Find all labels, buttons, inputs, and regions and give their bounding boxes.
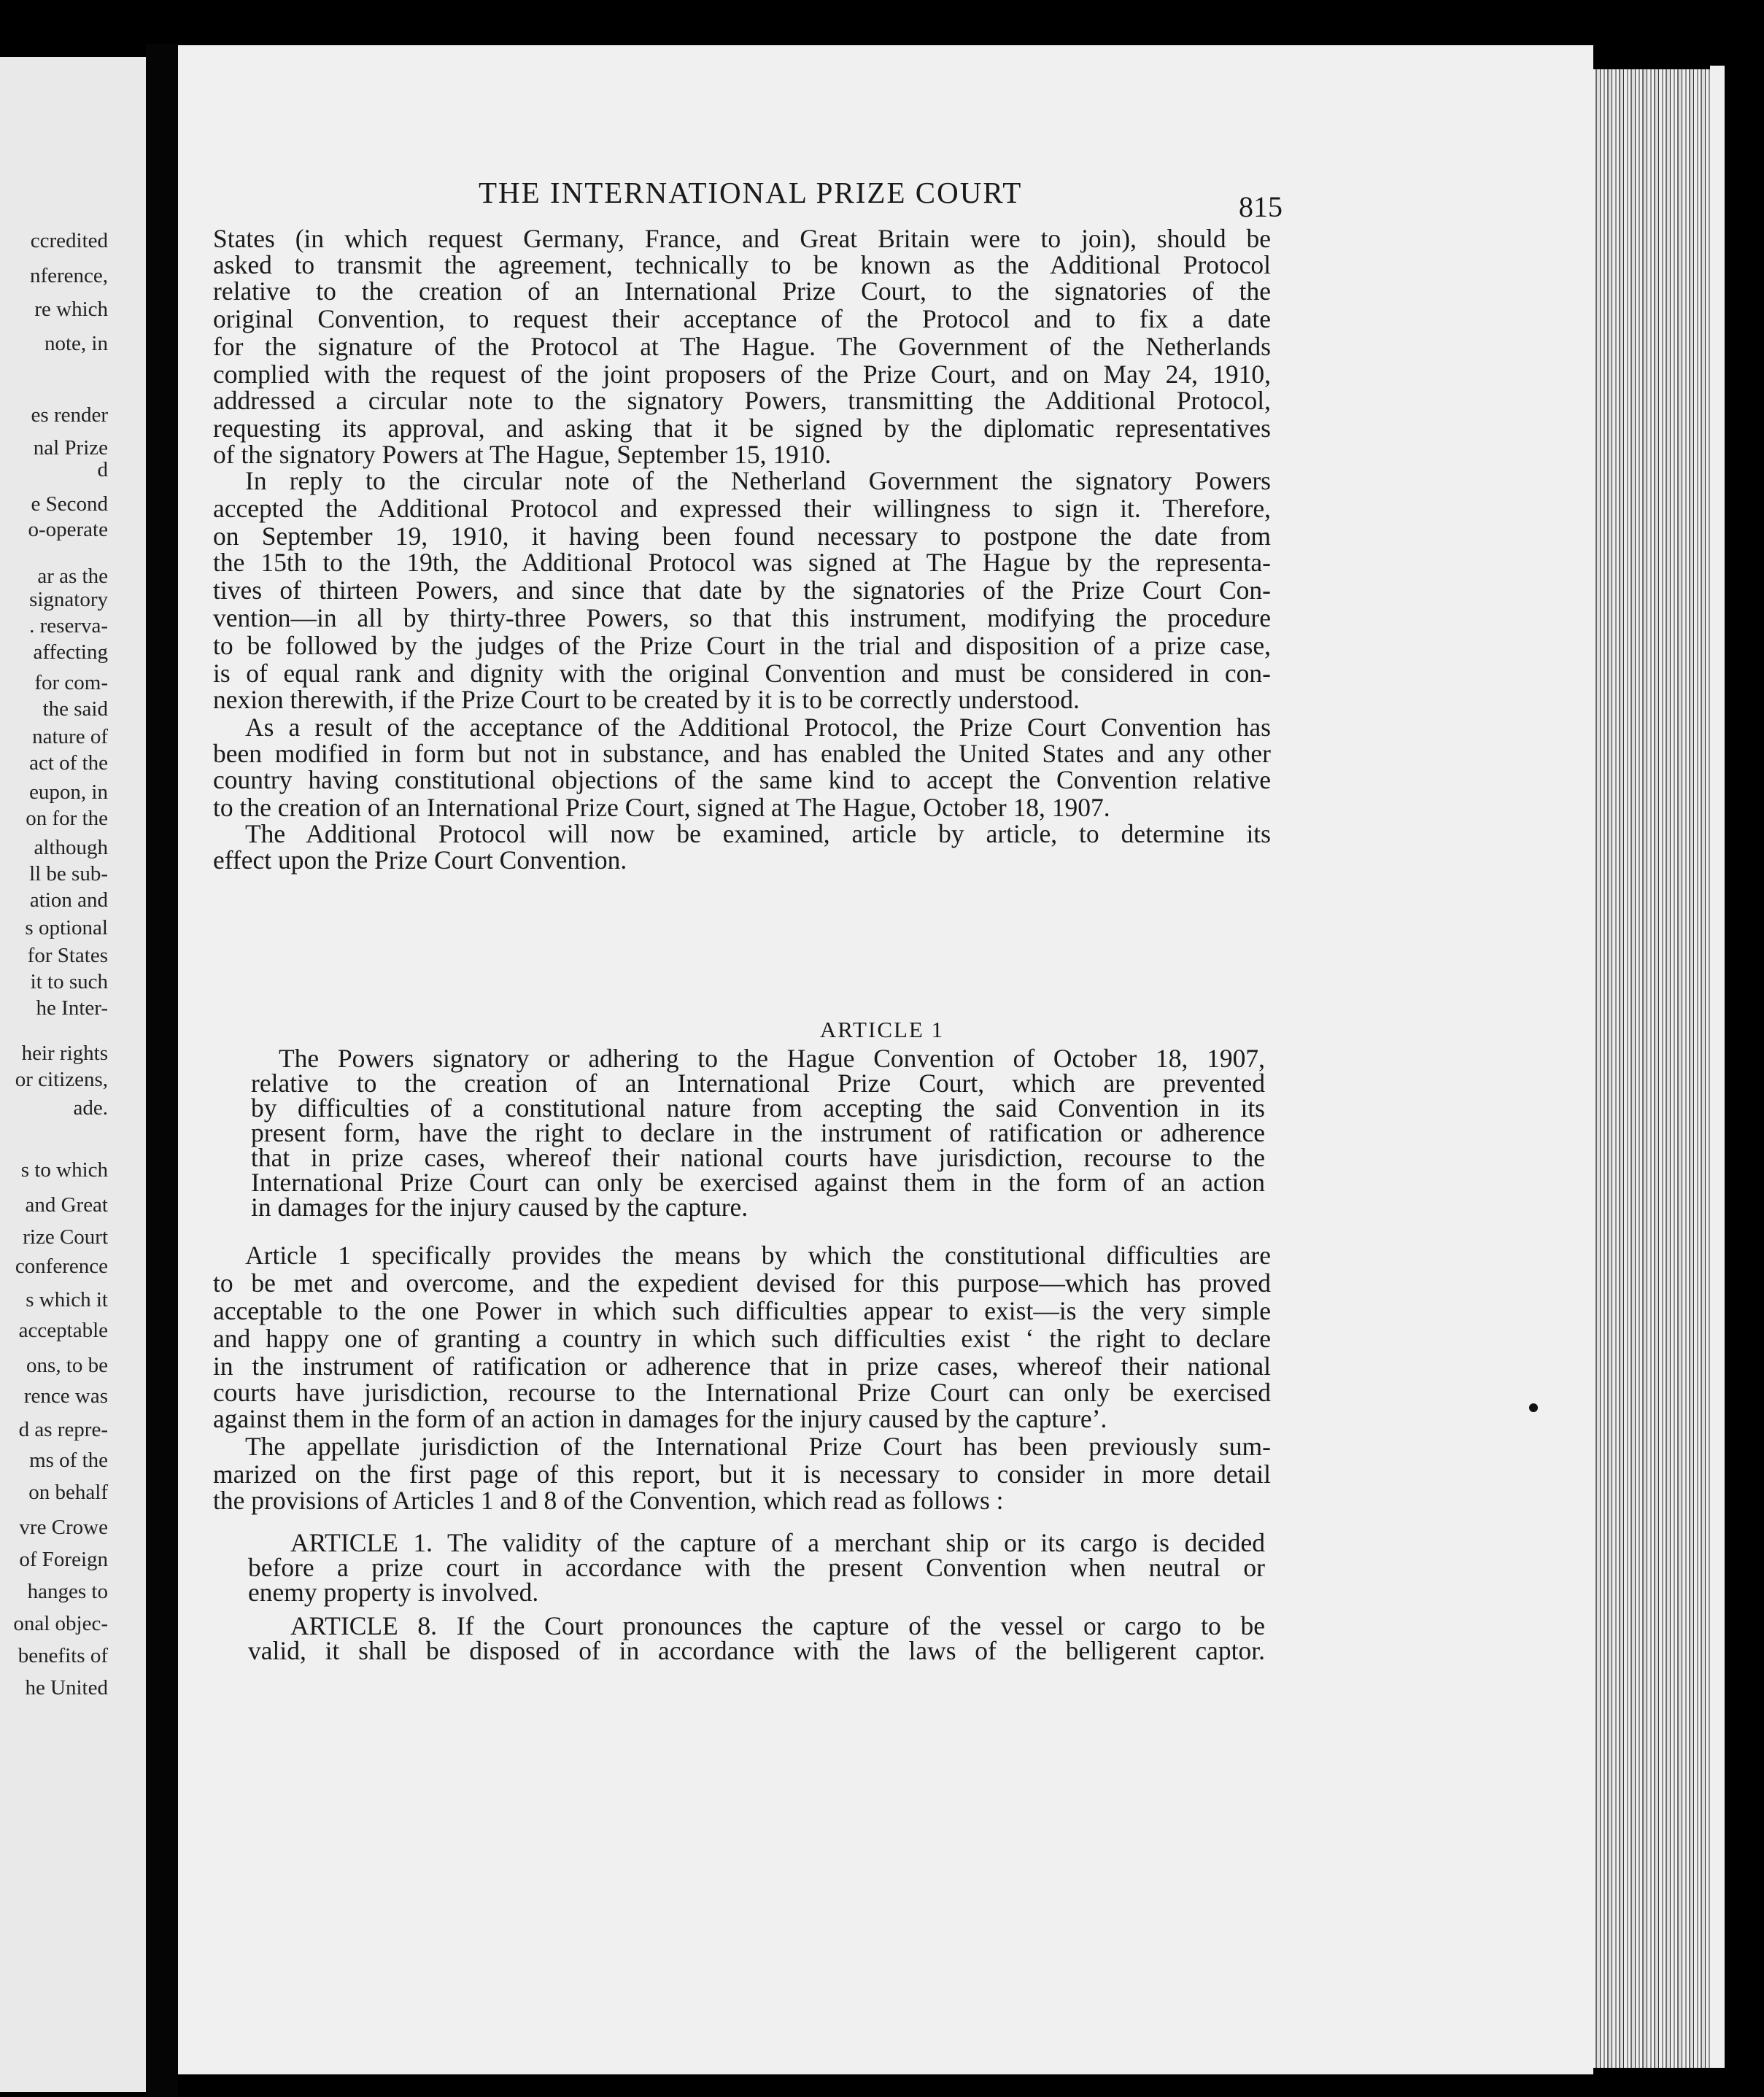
running-head: THE INTERNATIONAL PRIZE COURT xyxy=(479,176,1023,209)
left-page-fragment: re which xyxy=(34,298,108,321)
left-page-fragment: on for the xyxy=(26,807,108,830)
text-line: valid, it shall be disposed of in accordance with the laws of the belligerent captor. xyxy=(248,1636,1265,1665)
text-line: of the signatory Powers at The Hague, September 15, 1910. xyxy=(213,440,832,469)
left-page-fragment: benefits of xyxy=(18,1644,108,1667)
text-line: ARTICLE 1. The validity of the capture of a merchant ship or its cargo is decided xyxy=(290,1528,1265,1557)
edge-ink-mark xyxy=(1529,1403,1538,1412)
left-page-fragment: es render xyxy=(31,403,108,427)
text-line: The Powers signatory or adhering to the Hague Convention of October 18, 1907, xyxy=(279,1044,1265,1073)
left-page-fragment: onal objec- xyxy=(13,1612,108,1635)
left-page-fragment: although xyxy=(34,836,108,859)
text-line: for the signature of the Protocol at The Hague. The Government of the Netherlands xyxy=(213,332,1271,361)
left-page-fragment: affecting xyxy=(33,640,108,664)
text-line: accepted the Additional Protocol and expressed their willingness to sign it. Therefore, xyxy=(213,494,1271,523)
left-page-fragment: ade. xyxy=(73,1096,108,1120)
text-line: States (in which request Germany, France, and Great Britain were to join), should be xyxy=(213,224,1271,253)
text-line: nexion therewith, if the Prize Court to be created by it is to be correctly understood. xyxy=(213,685,1080,714)
page-edge-stack xyxy=(1593,69,1710,2068)
text-line: country having constitutional objections of the same kind to accept the Convention relative xyxy=(213,765,1271,794)
text-line: addressed a circular note to the signatory Powers, transmitting the Additional Protocol, xyxy=(213,386,1271,415)
page-number: 815 xyxy=(1239,190,1283,223)
left-page-fragment: s to which xyxy=(20,1158,108,1182)
text-line: enemy property is involved. xyxy=(248,1578,539,1607)
left-page-fragment: he Inter- xyxy=(36,996,108,1020)
left-page-fragment: nference, xyxy=(29,264,108,287)
text-line: on September 19, 1910, it having been found necessary to postpone the date from xyxy=(213,522,1271,551)
left-page-fragment: of Foreign xyxy=(19,1548,108,1571)
text-line: been modified in form but not in substance, and has enabled the United States and any other xyxy=(213,739,1271,768)
left-page-fragment: . reserva- xyxy=(29,614,108,637)
text-line: in damages for the injury caused by the capture. xyxy=(251,1193,748,1222)
text-line: relative to the creation of an International Prize Court, which are prevented xyxy=(251,1069,1265,1098)
left-page-fragment: conference xyxy=(15,1255,108,1278)
text-line: is of equal rank and dignity with the original Convention and must be considered in con- xyxy=(213,659,1271,688)
left-page-fragment: d as repre- xyxy=(18,1418,108,1441)
left-page-fragment: ccredited xyxy=(30,229,108,252)
text-line: requesting its approval, and asking that it be signed by the diplomatic representatives xyxy=(213,414,1271,443)
left-page-fragment: d xyxy=(97,458,108,481)
left-page-fragment: eupon, in xyxy=(29,780,108,804)
text-line: complied with the request of the joint proposers of the Prize Court, and on May 24, 1910, xyxy=(213,360,1271,389)
text-line: tives of thirteen Powers, and since that date by the signatories of the Prize Court Con- xyxy=(213,575,1271,605)
left-page-fragment: the said xyxy=(42,697,108,721)
left-page-fragment: for States xyxy=(27,944,108,967)
text-line: relative to the creation of an International Prize Court, to the signatories of the xyxy=(213,276,1271,306)
left-page-fragment: act of the xyxy=(29,751,108,775)
left-page-fragment: vre Crowe xyxy=(19,1516,108,1539)
text-line: and happy one of granting a country in which such difficulties exist ‘ the right to declare xyxy=(213,1324,1271,1353)
left-page-fragment: or citizens, xyxy=(15,1068,108,1091)
text-line: ARTICLE 8. If the Court pronounces the capture of the vessel or cargo to be xyxy=(290,1611,1265,1640)
left-page-fragment: acceptable xyxy=(18,1319,108,1342)
left-page-fragment: it to such xyxy=(30,970,108,993)
left-page-fragment: heir rights xyxy=(21,1042,108,1065)
text-line: present form, have the right to declare in the instrument of ratification or adherence xyxy=(251,1118,1265,1147)
text-line: As a result of the acceptance of the Additional Protocol, the Prize Court Convention has xyxy=(245,713,1271,742)
left-page-fragment: signatory xyxy=(29,588,108,611)
left-page-fragment: s which it xyxy=(26,1288,108,1311)
left-page-fragment: and Great xyxy=(25,1193,108,1217)
left-page-fragment: ar as the xyxy=(37,565,108,588)
text-line: to be met and overcome, and the expedient devised for this purpose—which has proved xyxy=(213,1268,1271,1298)
text-line: courts have jurisdiction, recourse to the International Prize Court can only be exercised xyxy=(213,1378,1271,1407)
text-line: marized on the first page of this report, but it is necessary to consider in more detail xyxy=(213,1460,1271,1489)
left-page-fragment: ation and xyxy=(29,888,108,912)
text-line: in the instrument of ratification or adherence that in prize cases, whereof their national xyxy=(213,1352,1271,1381)
left-page-fragment: ms of the xyxy=(29,1449,108,1472)
text-line: the provisions of Articles 1 and 8 of the Convention, which read as follows : xyxy=(213,1486,1004,1515)
left-page-fragment: ons, to be xyxy=(26,1354,108,1377)
text-line: effect upon the Prize Court Convention. xyxy=(213,845,627,875)
left-page-fragment: ll be sub- xyxy=(29,862,108,885)
left-page-fragment: e Second xyxy=(31,492,108,516)
text-line: original Convention, to request their acceptance of the Protocol and to fix a date xyxy=(213,304,1271,333)
text-line: In reply to the circular note of the Netherland Government the signatory Powers xyxy=(245,466,1271,495)
left-page-fragment: rize Court xyxy=(23,1225,108,1249)
article-heading: ARTICLE 1 xyxy=(819,1017,945,1042)
text-line: to the creation of an International Prize Court, signed at The Hague, October 18, 1907. xyxy=(213,793,1110,822)
left-page-fragment: for com- xyxy=(34,671,108,694)
text-line: International Prize Court can only be exercised against them in the form of an action xyxy=(251,1168,1265,1197)
page-edge-right xyxy=(1710,66,1725,2068)
left-page-fragment: note, in xyxy=(45,332,108,355)
text-line: that in prize cases, whereof their national courts have jurisdiction, recourse to the xyxy=(251,1143,1265,1172)
left-page-fragment: nal Prize xyxy=(33,436,108,460)
left-facing-page xyxy=(0,57,146,2092)
text-line: vention—in all by thirty-three Powers, so that this instrument, modifying the procedure xyxy=(213,603,1271,632)
left-page-fragment: he United xyxy=(25,1676,108,1699)
left-page-fragment: on behalf xyxy=(28,1481,108,1504)
text-line: by difficulties of a constitutional nature from accepting the said Convention in its xyxy=(251,1093,1265,1123)
book-gutter xyxy=(146,44,178,2097)
left-page-fragment: nature of xyxy=(32,725,108,748)
text-line: The appellate jurisdiction of the International Prize Court has been previously sum- xyxy=(245,1432,1271,1461)
text-line: the 15th to the 19th, the Additional Protocol was signed at The Hague by the representa- xyxy=(213,548,1271,577)
left-page-fragment: s optional xyxy=(25,916,108,939)
left-page-fragment: hanges to xyxy=(27,1580,108,1603)
left-page-fragment: o-operate xyxy=(28,518,108,541)
text-line: asked to transmit the agreement, technically to be known as the Additional Protocol xyxy=(213,250,1271,279)
text-line: against them in the form of an action in damages for the injury caused by the capture’. xyxy=(213,1404,1107,1433)
text-line: acceptable to the one Power in which such difficulties appear to exist—is the very simple xyxy=(213,1296,1271,1325)
text-line: Article 1 specifically provides the means by which the constitutional difficulties are xyxy=(245,1241,1271,1270)
left-page-fragment: rence was xyxy=(23,1384,108,1408)
text-line: to be followed by the judges of the Prize Court in the trial and disposition of a prize case, xyxy=(213,631,1271,660)
text-line: before a prize court in accordance with the present Convention when neutral or xyxy=(248,1553,1265,1582)
text-line: The Additional Protocol will now be examined, article by article, to determine its xyxy=(245,819,1271,848)
